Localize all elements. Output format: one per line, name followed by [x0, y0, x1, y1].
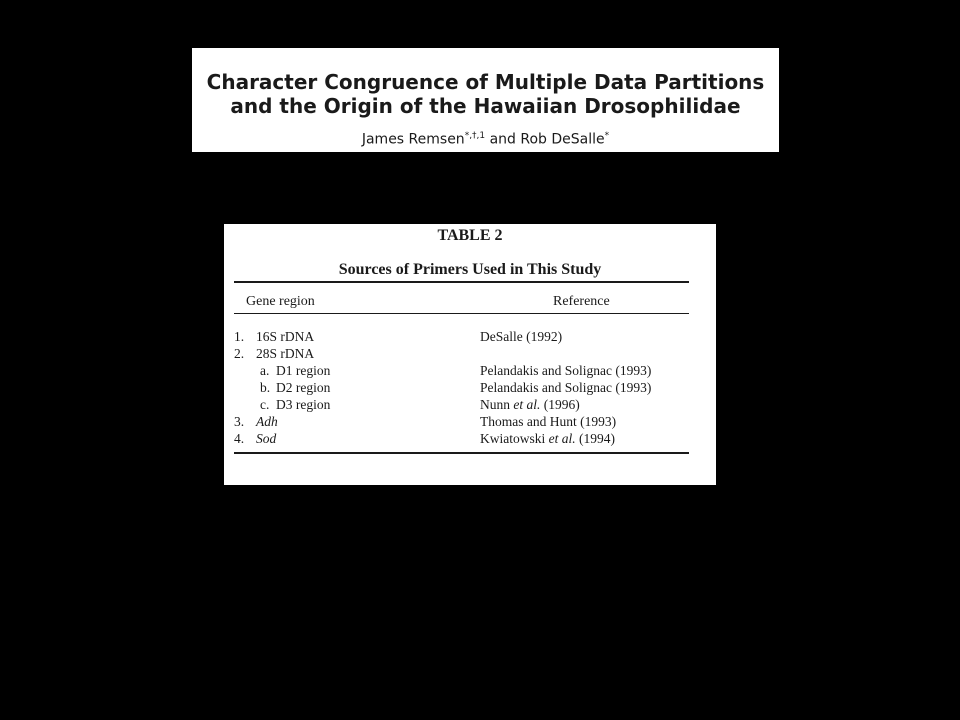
row-sub-letter: c.: [260, 397, 270, 412]
author-1-affiliation-marks: *,†,1: [464, 131, 486, 141]
table-row: [224, 328, 716, 345]
row-number: 1.: [234, 329, 245, 344]
paper-authors: [192, 127, 779, 149]
paper-title-line-1: Character Congruence of Multiple Data Partitions: [206, 70, 765, 94]
table-bottom-rule: [234, 452, 689, 454]
paper-title-line-2: and the Origin of the Hawaiian Drosophilidae: [230, 94, 741, 118]
table-row: [224, 362, 716, 379]
row-gene-region: 28S rDNA: [256, 346, 315, 361]
table-top-rule: [234, 281, 689, 283]
row-gene-region: D2 region: [276, 380, 331, 395]
row-sub-letter: b.: [260, 380, 271, 395]
row-number: 4.: [234, 431, 245, 446]
row-reference: Pelandakis and Solignac (1993): [480, 363, 652, 378]
table-caption: Sources of Primers Used in This Study: [338, 261, 602, 278]
table-row: [224, 379, 716, 396]
column-header-reference: Reference: [553, 294, 610, 309]
table-row: [224, 396, 716, 413]
row-reference: Pelandakis and Solignac (1993): [480, 380, 652, 395]
row-reference: Thomas and Hunt (1993): [480, 414, 617, 429]
author-1-name: James Remsen: [361, 131, 465, 148]
paper-header: [192, 48, 779, 152]
primer-sources-table: [224, 224, 716, 485]
row-reference: Nunn et al. (1996): [480, 397, 580, 412]
table-row: [224, 345, 716, 362]
row-gene-region: D3 region: [276, 397, 331, 412]
row-gene-region: D1 region: [276, 363, 331, 378]
table-body: [224, 328, 716, 447]
row-sub-letter: a.: [260, 363, 270, 378]
table-header-rule: [234, 313, 689, 314]
row-number: 2.: [234, 346, 245, 361]
row-reference: Kwiatowski et al. (1994): [480, 431, 615, 446]
author-joiner: and Rob DeSalle: [485, 131, 605, 148]
row-number: 3.: [234, 414, 245, 429]
table-row: [224, 413, 716, 430]
row-gene-region: Sod: [256, 431, 277, 446]
author-2-affiliation-marks: *: [604, 131, 610, 141]
row-gene-region: Adh: [256, 414, 278, 429]
column-header-gene-region: Gene region: [246, 294, 315, 309]
row-gene-region: 16S rDNA: [256, 329, 315, 344]
table-row: [224, 430, 716, 447]
row-reference: DeSalle (1992): [480, 329, 563, 344]
table-label: TABLE 2: [437, 227, 503, 244]
